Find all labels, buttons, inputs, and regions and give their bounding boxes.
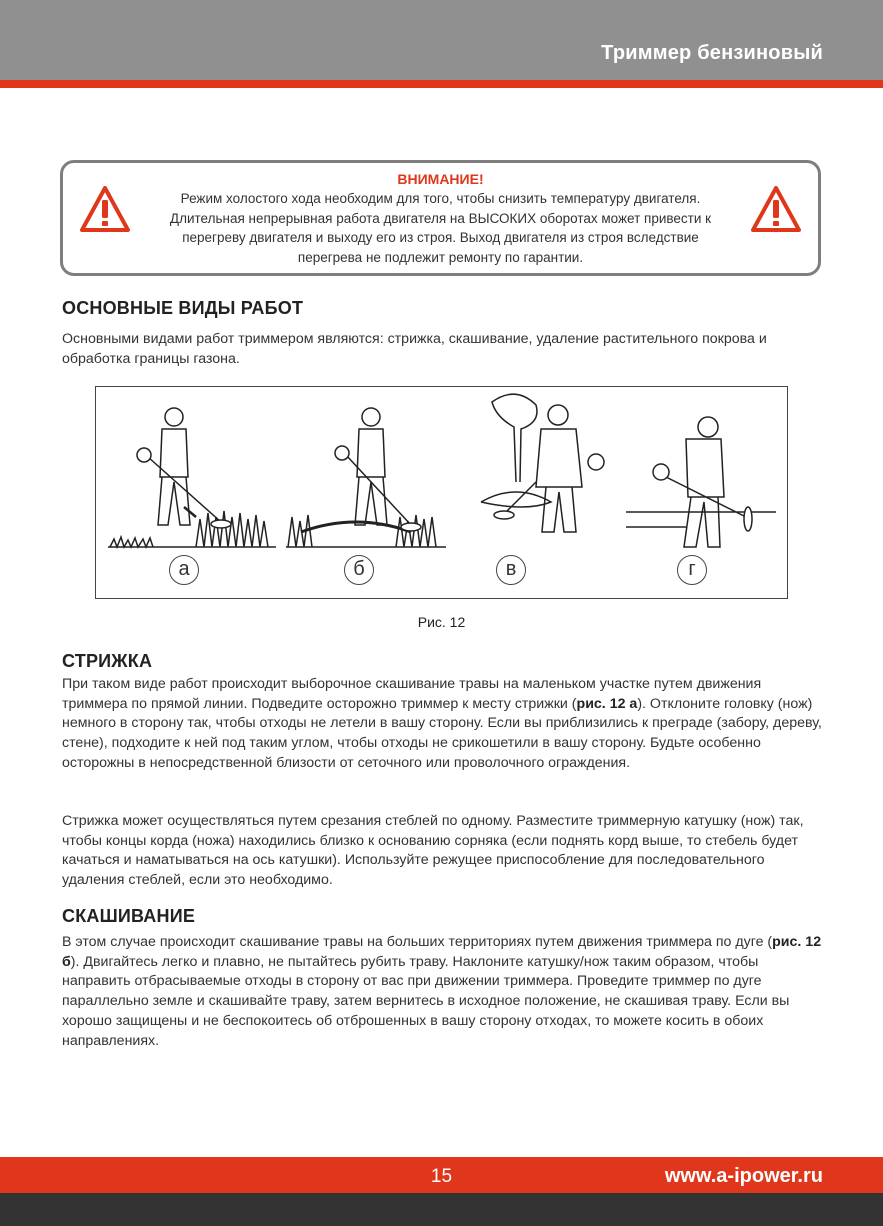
website-link[interactable]: www.a-ipower.ru [664, 1165, 823, 1187]
warning-box [60, 160, 821, 276]
section-heading-main-work-types: ОСНОВНЫЕ ВИДЫ РАБОТ [62, 298, 304, 318]
warning-triangle-icon [750, 185, 802, 233]
figure-label-a: а [169, 555, 199, 585]
page-header [0, 0, 883, 80]
document-title: Триммер бензиновый [601, 42, 823, 64]
figure-label-b: б [344, 555, 374, 585]
text-run: При таком виде работ происходит выборочное скашивание травы на маленьком участке путем движения триммера по прямой линии. Подведите осторожно триммер к месту стрижки ( [62, 676, 762, 712]
warning-title: ВНИМАНИЕ! [397, 171, 484, 187]
header-accent-stripe [0, 80, 883, 88]
section-text-trimming-p2: Стрижка может осуществляться путем срезания стеблей по одному. Разместите триммерную катушку (нож) так, чтобы концы корда (ножа) находились близко к основанию сорняка (если поднять корд выше, то стебель будет качаться и наматываться на ось катушки). Используйте режущее приспособление для последовательного удаления стеблей, если это необходимо. [62, 813, 804, 889]
section-text-mowing [62, 933, 822, 1051]
footer-dark-bar [0, 1193, 883, 1226]
section-heading-mowing: СКАШИВАНИЕ [62, 906, 196, 926]
figure-trimmer-work-types [95, 386, 788, 599]
figure-reference: рис. 12 а [576, 695, 638, 712]
figure-caption: Рис. 12 [417, 614, 466, 630]
section-text-main-work-types: Основными видами работ триммером являются: стрижка, скашивание, удаление растительного покрова и обработка границы газона. [62, 331, 767, 367]
warning-triangle-icon [79, 185, 131, 233]
section-text-trimming-p1 [62, 675, 822, 774]
warning-text: Режим холостого хода необходим для того, чтобы снизить температуру двигателя. Длительная непрерывная работа двигателя на ВЫСОКИХ оборотах может привести к перегреву двигателя и выходу его из строя. Выход двигателя из строя вследствие перегрева не подлежит ремонту по гарантии. [169, 191, 712, 265]
text-run: В этом случае происходит скашивание травы на больших территориях путем движения триммера по дуге ( [62, 934, 773, 950]
section-heading-trimming: СТРИЖКА [62, 651, 153, 671]
text-run: ). Отклоните головку (нож) немного в сторону так, чтобы отходы не летели в вашу сторону. Если вы приблизились к преграде (забору, дереву, стене), подходите к ней под таким углом, чтобы отходы не срикошетили в вашу сторону. Будьте особенно осторожны в непосредственной близости от сеточного или проволочного ограждения. [62, 695, 822, 771]
page-number: 15 [430, 1166, 453, 1187]
figure-label-g: г [677, 555, 707, 585]
figure-label-v: в [496, 555, 526, 585]
figure-reference: рис. 12 б [62, 934, 822, 970]
text-run: ). Двигайтесь легко и плавно, не пытайтесь рубить траву. Наклоните катушку/нож таким образом, чтобы направить отбрасываемые отходы в сторону от вас при движении триммера. Проведите триммер по дуге параллельно земле и скашивайте траву, затем вернитесь в исходное положение, не скашивая траву. Если вы хорошо защищены и не беспокоитесь об отброшенных в вашу сторону отходах, то можете косить в обоих направлениях. [62, 953, 790, 1049]
